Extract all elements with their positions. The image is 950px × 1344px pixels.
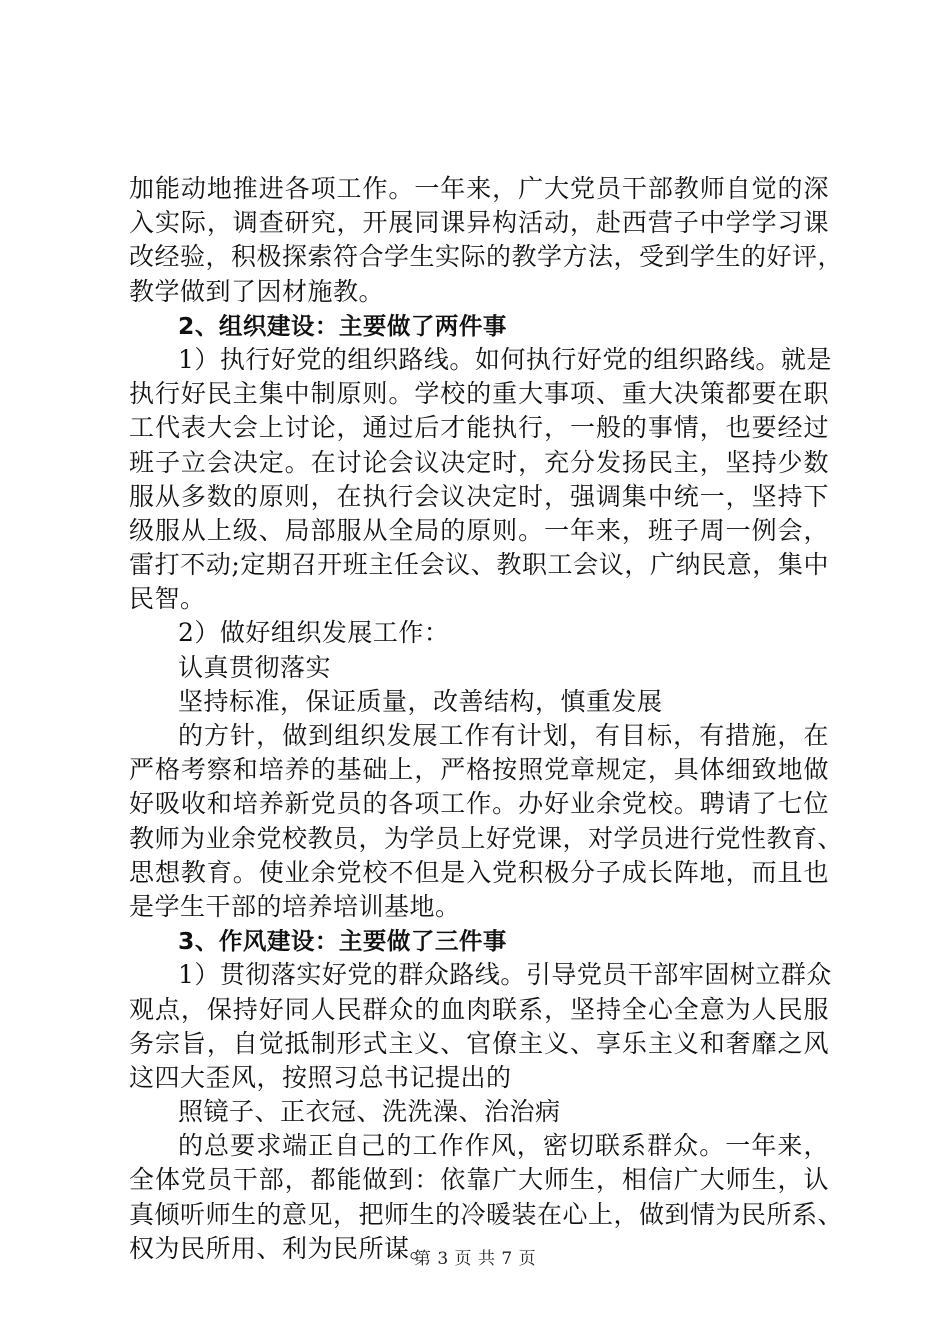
body-text-line: 的总要求端正自己的工作作风，密切联系群众。一年来， bbox=[178, 1131, 829, 1161]
body-text-line: 思想教育。使业余党校不但是入党积极分子成长阵地，而且也 bbox=[129, 857, 829, 887]
body-text-line: 工代表大会上讨论，通过后才能执行，一般的事情，也要经过 bbox=[129, 413, 829, 443]
body-text-line: 坚持标准，保证质量，改善结构，慎重发展 bbox=[178, 686, 663, 716]
body-text-line: 服从多数的原则，在执行会议决定时，强调集中统一，坚持下 bbox=[129, 481, 829, 511]
body-text-line: 务宗旨，自觉抵制形式主义、官僚主义、享乐主义和奢靡之风 bbox=[129, 1028, 829, 1058]
body-text-line: 班子立会决定。在讨论会议决定时，充分发扬民主，坚持少数 bbox=[129, 447, 829, 477]
document-body bbox=[129, 172, 844, 1266]
body-text-line: 1）贯彻落实好党的群众路线。引导党员干部牢固树立群众 bbox=[178, 960, 832, 990]
body-text-line: 真倾听师生的意见，把师生的冷暖装在心上，做到情为民所系、 bbox=[129, 1199, 844, 1229]
body-text-line: 的方针，做到组织发展工作有计划，有目标，有措施，在 bbox=[178, 721, 829, 750]
body-text-line: 权为民所用、利为民所谋。 bbox=[129, 1233, 436, 1263]
body-text-line: 是学生干部的培养培训基地。 bbox=[129, 891, 461, 921]
body-text-line: 执行好民主集中制原则。学校的重大事项、重大决策都要在职 bbox=[129, 379, 829, 409]
body-text-line: 改经验，积极探索符合学生实际的教学方法，受到学生的好评， bbox=[129, 242, 844, 272]
body-text-line: 教师为业余党校教员，为学员上好党课，对学员进行党性教育、 bbox=[129, 823, 844, 853]
body-text-line: 严格考察和培养的基础上，严格按照党章规定，具体细致地做 bbox=[129, 755, 829, 785]
body-text-line: 这四大歪风，按照习总书记提出的 bbox=[129, 1062, 512, 1092]
body-text-line: 认真贯彻落实 bbox=[178, 652, 332, 682]
body-text-line: 加能动地推进各项工作。一年来，广大党员干部教师自觉的深 bbox=[129, 174, 829, 203]
section-heading: 2、组织建设：主要做了两件事 bbox=[178, 311, 507, 340]
body-text-line: 1）执行好党的组织路线。如何执行好党的组织路线。就是 bbox=[178, 344, 832, 374]
body-text-line: 2）做好组织发展工作： bbox=[178, 618, 450, 648]
body-text-line: 观点，保持好同人民群众的血肉联系，坚持全心全意为人民服 bbox=[129, 994, 829, 1024]
body-text-line: 民智。 bbox=[129, 584, 206, 614]
page-number-footer: 第 3 页 共 7 页 bbox=[413, 1249, 537, 1269]
body-text-line: 照镜子、正衣冠、洗洗澡、治治病 bbox=[178, 1097, 561, 1127]
body-text-line: 全体党员干部，都能做到：依靠广大师生，相信广大师生，认 bbox=[129, 1165, 829, 1195]
body-text-line: 雷打不动;定期召开班主任会议、教职工会议，广纳民意，集中 bbox=[129, 550, 829, 580]
body-text-line: 入实际，调查研究，开展同课异构活动，赴西营子中学学习课 bbox=[129, 208, 829, 238]
body-text-line: 级服从上级、局部服从全局的原则。一年来，班子周一例会， bbox=[129, 515, 829, 545]
section-heading: 3、作风建设：主要做了三件事 bbox=[178, 927, 507, 956]
body-text-line: 好吸收和培养新党员的各项工作。办好业余党校。聘请了七位 bbox=[129, 789, 829, 819]
body-text-line: 教学做到了因材施教。 bbox=[129, 276, 385, 306]
